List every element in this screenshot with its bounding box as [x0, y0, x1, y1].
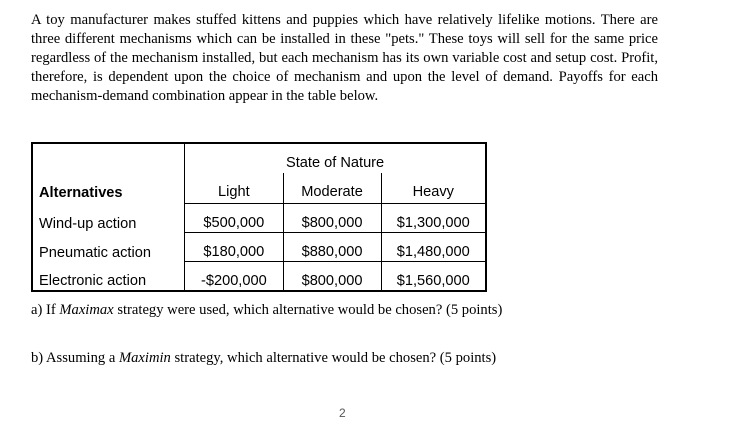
payoff-cell: $800,000 [283, 204, 381, 233]
question-b-suffix: strategy, which alternative would be chosen? (5 points) [170, 350, 497, 366]
question-b-emphasis: Maximin [118, 350, 171, 366]
page-number: 2 [339, 406, 346, 420]
payoff-cell: -$200,000 [185, 262, 283, 292]
question-a-suffix: strategy were used, which alternative would be chosen? (5 points) [113, 302, 503, 318]
question-b-prefix: b) Assuming a [31, 350, 119, 366]
payoff-cell: $500,000 [185, 204, 283, 233]
table-row [32, 204, 486, 233]
problem-statement: A toy manufacturer makes stuffed kittens and puppies which have relatively lifelike motions. There are three different mechanisms which can be installed in these "pets." These toys will sell for the same price regardless of the mechanism installed, but each mechanism has its own variable cost and setup cost. Profit, therefore, is dependent upon the choice of mechanism and upon the level of demand. Payoffs for each mechanism-demand combination appear in the table below. [31, 12, 658, 104]
table-row [32, 262, 486, 292]
payoff-cell: $800,000 [283, 262, 381, 292]
row-label: Wind-up action [39, 215, 137, 232]
column-header-row [32, 173, 486, 204]
question-b [31, 350, 496, 367]
alternatives-header: Alternatives [39, 184, 123, 201]
payoff-cell: $1,300,000 [381, 204, 486, 233]
question-a-emphasis: Maximax [59, 302, 114, 318]
blank-corner-cell [32, 143, 185, 173]
col-header-moderate: Moderate [283, 173, 381, 204]
payoff-cell: $1,560,000 [381, 262, 486, 292]
question-a [31, 302, 502, 319]
col-header-heavy: Heavy [381, 173, 486, 204]
state-of-nature-header: State of Nature [185, 143, 486, 173]
state-header-row [32, 143, 486, 173]
col-header-light: Light [185, 173, 283, 204]
payoff-cell: $180,000 [185, 233, 283, 262]
payoff-cell: $1,480,000 [381, 233, 486, 262]
row-label: Pneumatic action [39, 244, 151, 261]
payoff-table [31, 142, 487, 292]
row-label: Electronic action [39, 273, 147, 289]
payoff-cell: $880,000 [283, 233, 381, 262]
question-a-prefix: a) If [31, 302, 60, 318]
table-row [32, 233, 486, 262]
